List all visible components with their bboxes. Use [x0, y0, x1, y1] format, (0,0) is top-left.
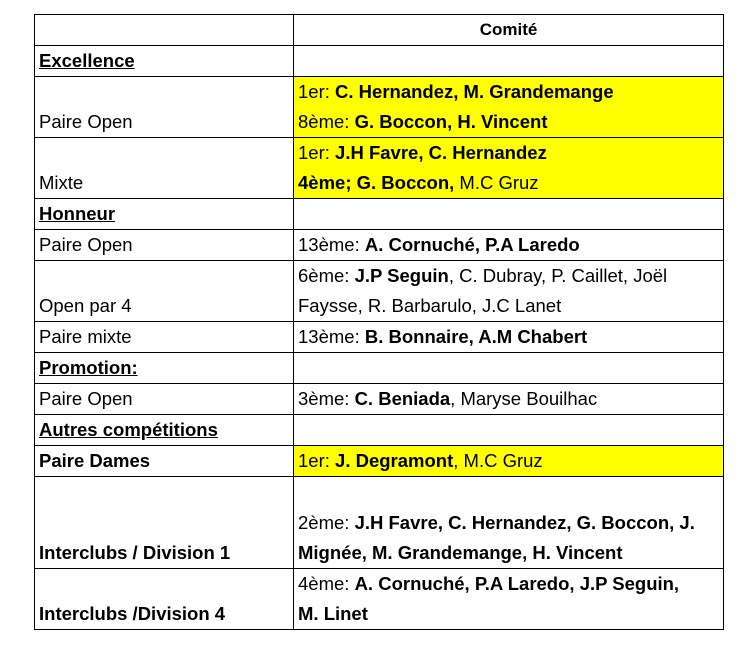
event-label: Interclubs /Division 4 — [35, 569, 294, 630]
placement: 13ème: — [298, 326, 365, 347]
table-row — [35, 230, 724, 261]
result-cell-highlighted — [294, 138, 724, 199]
result-cell-highlighted — [294, 77, 724, 138]
header-row — [35, 15, 724, 46]
table-row — [35, 138, 724, 199]
result-cell — [294, 261, 724, 322]
placement: 4ème: — [298, 573, 355, 594]
placement: 13ème: — [298, 234, 365, 255]
header-comite: Comité — [294, 15, 724, 46]
result-cell — [294, 384, 724, 415]
section-honneur: Honneur — [35, 199, 294, 230]
event-label: Interclubs / Division 1 — [35, 477, 294, 569]
section-excellence: Excellence — [35, 46, 294, 77]
placement: 3ème: — [298, 388, 355, 409]
empty-cell — [294, 353, 724, 384]
result-cell-highlighted — [294, 446, 724, 477]
table-row — [35, 569, 724, 630]
player-names: A. Cornuché, P.A Laredo — [364, 234, 580, 255]
event-label: Paire Dames — [35, 446, 294, 477]
player-names-plain: , Maryse Bouilhac — [450, 388, 598, 409]
placement: 6ème: — [298, 265, 355, 286]
player-names: J.H Favre, C. Hernandez, G. Boccon, J. — [354, 512, 695, 533]
event-label: Open par 4 — [35, 261, 294, 322]
section-autres-competitions: Autres compétitions — [35, 415, 294, 446]
result-cell — [294, 569, 724, 630]
empty-cell — [294, 415, 724, 446]
player-names: Mignée, M. Grandemange, H. Vincent — [298, 542, 623, 563]
table-row — [35, 77, 724, 138]
section-row-honneur — [35, 199, 724, 230]
placement: 8ème: — [298, 111, 355, 132]
event-label: Paire Open — [35, 384, 294, 415]
player-names: J.P Seguin — [354, 265, 449, 286]
section-row-excellence — [35, 46, 724, 77]
player-names-plain: , M.C Gruz — [453, 450, 543, 471]
player-names: B. Bonnaire, A.M Chabert — [364, 326, 588, 347]
section-row-promotion — [35, 353, 724, 384]
player-names: M. Linet — [298, 603, 368, 624]
header-empty-cell — [35, 15, 294, 46]
table-row — [35, 261, 724, 322]
section-row-autres — [35, 415, 724, 446]
player-names-plain: Faysse, R. Barbarulo, J.C Lanet — [298, 295, 562, 316]
player-names-plain: M.C Gruz — [459, 172, 539, 193]
section-promotion: Promotion: — [35, 353, 294, 384]
player-names-plain: , C. Dubray, P. Caillet, Joël — [448, 265, 668, 286]
placement: 2ème: — [298, 512, 355, 533]
table-row — [35, 322, 724, 353]
player-names: C. Beniada — [354, 388, 451, 409]
event-label: Paire Open — [35, 230, 294, 261]
player-names: C. Hernandez, M. Grandemange — [335, 81, 614, 102]
empty-cell — [294, 46, 724, 77]
table-row — [35, 477, 724, 569]
player-names: A. Cornuché, P.A Laredo, J.P Seguin, — [354, 573, 680, 594]
table-row — [35, 384, 724, 415]
event-label: Mixte — [35, 138, 294, 199]
player-names: J.H Favre, C. Hernandez — [335, 142, 547, 163]
player-names: G. Boccon, H. Vincent — [354, 111, 548, 132]
results-table — [34, 14, 724, 630]
placement: 1er: — [298, 81, 336, 102]
player-names: 4ème; G. Boccon, — [298, 172, 460, 193]
event-label: Paire mixte — [35, 322, 294, 353]
event-label: Paire Open — [35, 77, 294, 138]
empty-cell — [294, 199, 724, 230]
placement: 1er: — [298, 142, 336, 163]
placement: 1er: — [298, 450, 336, 471]
result-cell — [294, 322, 724, 353]
table-row — [35, 446, 724, 477]
result-cell — [294, 230, 724, 261]
result-cell — [294, 477, 724, 569]
player-names: J. Degramont — [335, 450, 454, 471]
